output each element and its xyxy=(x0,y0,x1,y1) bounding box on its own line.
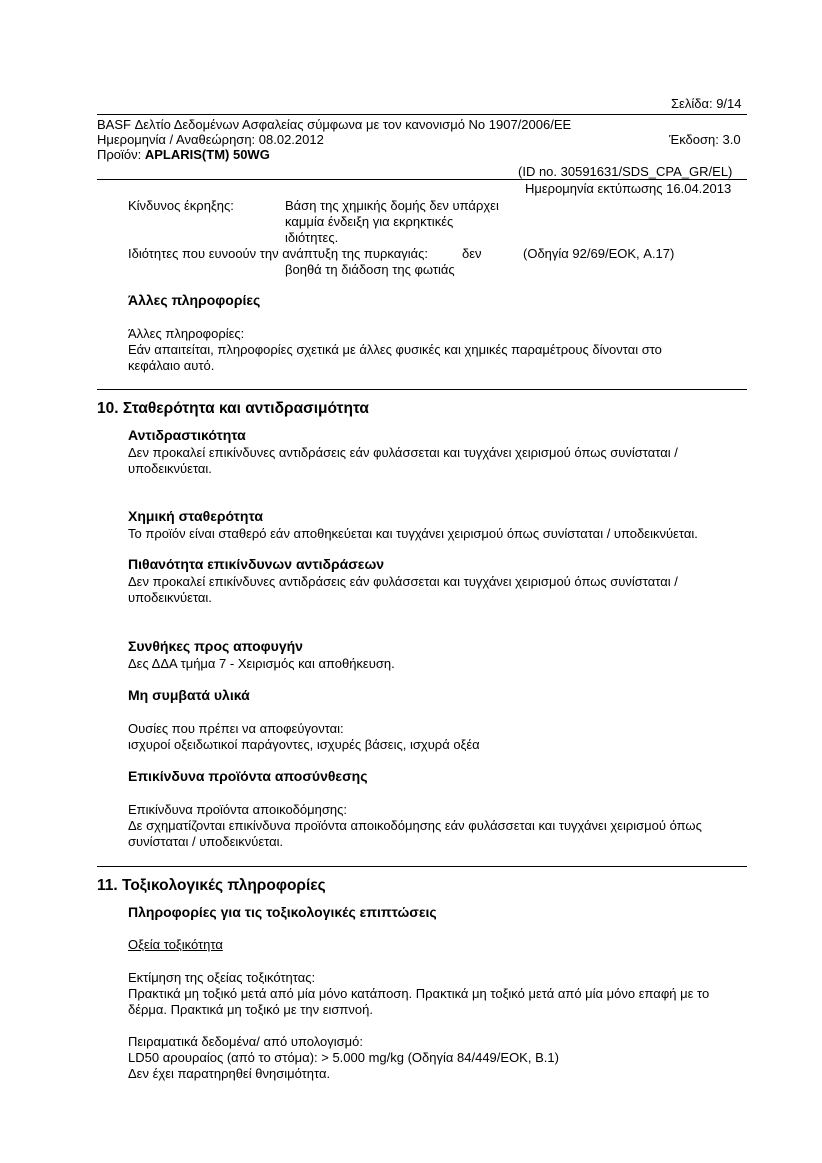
revision-date: Ημερομηνία / Αναθεώρηση: 08.02.2012 xyxy=(97,132,324,147)
other-info-title: Άλλες πληροφορίες xyxy=(128,292,261,308)
header-bottom-rule xyxy=(97,179,747,180)
assessment-label: Εκτίμηση της οξείας τοξικότητας: xyxy=(128,970,316,985)
other-info-label: Άλλες πληροφορίες: xyxy=(128,326,245,341)
print-date: Ημερομηνία εκτύπωσης 16.04.2013 xyxy=(525,181,732,196)
reactivity-line-2: υποδεικνύεται. xyxy=(128,461,212,476)
hazardous-reactions-line-2: υποδεικνύεται. xyxy=(128,590,212,605)
reactivity-title: Αντιδραστικότητα xyxy=(128,427,246,443)
stability-line-1: Το προϊόν είναι σταθερό εάν αποθηκεύεται και τυγχάνει χειρισμού όπως συνίσταται / υποδεικνύεται. xyxy=(128,526,698,541)
decomposition-label: Επικίνδυνα προϊόντα αποικοδόμησης: xyxy=(128,802,347,817)
document-id: (ID no. 30591631/SDS_CPA_GR/EL) xyxy=(518,164,733,179)
company-line: BASF Δελτίο Δεδομένων Ασφαλείας σύμφωνα με τον κανονισμό Νο 1907/2006/ΕΕ xyxy=(97,117,572,132)
reactivity-line-1: Δεν προκαλεί επικίνδυνες αντιδράσεις εάν φυλάσσεται και τυγχάνει χειρισμού όπως συνίσταται / xyxy=(128,445,678,460)
incompatible-label: Ουσίες που πρέπει να αποφεύγονται: xyxy=(128,721,344,736)
hazardous-reactions-line-1: Δεν προκαλεί επικίνδυνες αντιδράσεις εάν φυλάσσεται και τυγχάνει χειρισμού όπως συνίσταται / xyxy=(128,574,678,589)
incompatible-title: Μη συμβατά υλικά xyxy=(128,687,250,703)
other-info-line-1: Εάν απαιτείται, πληροφορίες σχετικά με άλλες φυσικές και χημικές παραμέτρους δίνονται στο xyxy=(128,342,662,357)
explosion-line-2: καμμία ένδειξη για εκρηκτικές xyxy=(285,214,454,229)
stability-title: Χημική σταθερότητα xyxy=(128,508,263,524)
ld50-line: LD50 αρουραίος (από το στόμα): > 5.000 mg/kg (Οδηγία 84/449/ΕΟΚ, B.1) xyxy=(128,1050,559,1065)
experimental-label: Πειραματικά δεδομένα/ από υπολογισμό: xyxy=(128,1034,363,1049)
page-number: Σελίδα: 9/14 xyxy=(671,96,742,111)
hazardous-reactions-title: Πιθανότητα επικίνδυνων αντιδράσεων xyxy=(128,556,385,572)
product-name: APLARIS(TM) 50WG xyxy=(144,147,270,162)
product-label: Προϊόν: xyxy=(97,147,142,162)
fire-reference: (Οδηγία 92/69/ΕΟΚ, A.17) xyxy=(523,246,675,261)
fire-value-start: δεν xyxy=(462,246,482,261)
section-11-rule xyxy=(97,866,747,867)
acute-toxicity-heading: Οξεία τοξικότητα xyxy=(128,937,223,952)
version: Έκδοση: 3.0 xyxy=(669,132,741,147)
other-info-line-2: κεφάλαιο αυτό. xyxy=(128,358,215,373)
decomposition-line-2: συνίσταται / υποδεικνύεται. xyxy=(128,834,284,849)
conditions-line-1: Δες ΔΔΑ τμήμα 7 - Χειρισμός και αποθήκευση. xyxy=(128,656,395,671)
fire-label: Ιδιότητες που ευνοούν την ανάπτυξη της πυρκαγιάς: xyxy=(128,246,429,261)
section-10-title: 10. Σταθερότητα και αντιδρασιμότητα xyxy=(97,400,369,417)
decomposition-title: Επικίνδυνα προϊόντα αποσύνθεσης xyxy=(128,768,368,784)
product-line xyxy=(97,147,270,163)
mortality-line: Δεν έχει παρατηρηθεί θνησιμότητα. xyxy=(128,1066,331,1081)
explosion-label: Κίνδυνος έκρηξης: xyxy=(128,198,234,213)
assessment-line-1: Πρακτικά μη τοξικό μετά από μία μόνο κατάποση. Πρακτικά μη τοξικό μετά από μία μόνο επαφή με το xyxy=(128,986,710,1001)
explosion-line-3: ιδιότητες. xyxy=(285,230,339,245)
toxicology-subtitle: Πληροφορίες για τις τοξικολογικές επιπτώσεις xyxy=(128,904,437,920)
section-10-rule xyxy=(97,389,747,390)
fire-value-line-2: βοηθά τη διάδοση της φωτιάς xyxy=(285,262,455,277)
conditions-title: Συνθήκες προς αποφυγήν xyxy=(128,638,303,654)
section-11-title: 11. Τοξικολογικές πληροφορίες xyxy=(97,877,326,894)
decomposition-line-1: Δε σχηματίζονται επικίνδυνα προϊόντα αποικοδόμησης εάν φυλάσσεται και τυγχάνει χειρισμού όπως xyxy=(128,818,702,833)
incompatible-line-1: ισχυροί οξειδωτικοί παράγοντες, ισχυρές βάσεις, ισχυρά οξέα xyxy=(128,737,480,752)
assessment-line-2: δέρμα. Πρακτικά μη τοξικό με την εισπνοή. xyxy=(128,1002,373,1017)
header-top-rule xyxy=(97,114,747,115)
explosion-line-1: Βάση της χημικής δομής δεν υπάρχει xyxy=(285,198,499,213)
